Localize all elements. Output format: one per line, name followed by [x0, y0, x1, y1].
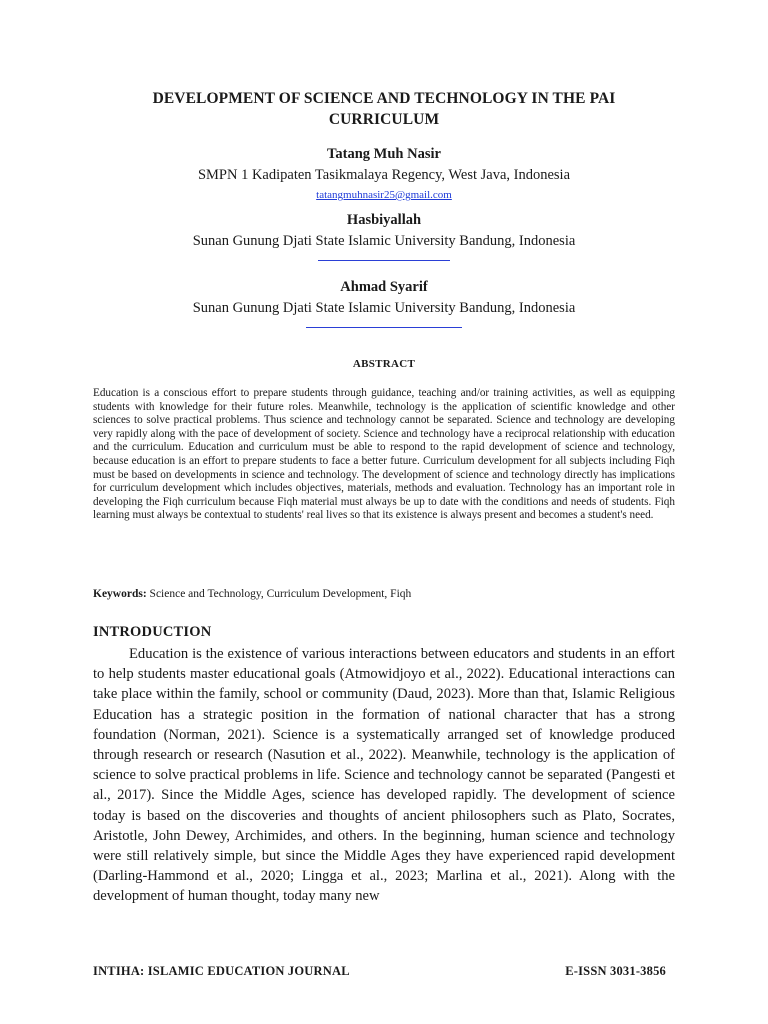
paper-title — [94, 88, 674, 130]
author-name: Tatang Muh Nasir — [327, 146, 441, 162]
abstract-body: Education is a conscious effort to prepare students through guidance, teaching and/or training activities, as well as equipping students with knowledge for their future roles. Meanwhile, technology is the application of scientific knowledge and other sciences to solve practical problems. Thus science and technology cannot be separated. Science and technology are developing very rapidly along with the pace of development of society. Science and technology have a reciprocal relationship with education and the curriculum. Education and curriculum must be able to respond to the rapid development of science and technology, because education is an effort to prepare students to face a better future. Curriculum development for all subjects including Fiqh must be based on developments in science and technology. The development of science and technology directly has implications for curriculum development which includes objectives, materials, methods and evaluation. Technology has an important role in developing the Fiqh curriculum because Fiqh material must always be up to date with the conditions and needs of students. Fiqh learning must always be contextual to students' real lives so that its existence is always present and becomes a student's need. — [93, 387, 675, 522]
introduction-body — [93, 644, 675, 907]
introduction-paragraph: Education is the existence of various interactions between educators and students in an effort to help students master educational goals (Atmowidjoyo et al., 2022). Educational interactions can take place within the family, school or community (Daud, 2023). More than that, Islamic Religious Education has a strategic position in the formation of national character that has a strong foundation (Norman, 2021). Science is a systematically arranged set of knowledge produced through research or research (Nasution et al., 2022). Meanwhile, technology is the application of science to solve practical problems in life. Science and technology cannot be separated (Pangesti et al., 2017). Since the Middle Ages, science has developed rapidly. The development of science today is based on the discoveries and thoughts of ancient philosophers such as Plato, Socrates, Aristotle, John Dewey, Archimides, and others. In the beginning, human science and technology were still relatively simple, but since the Middle Ages they have experienced rapid development (Darling-Hammond et al., 2020; Lingga et al., 2023; Marlina et al., 2021). Along with the development of human thought, today many new — [93, 646, 675, 905]
author-block-2 — [84, 211, 684, 261]
author-email-link[interactable]: tatangmuhnasir25@gmail.com — [316, 189, 452, 201]
author-affiliation: Sunan Gunung Djati State Islamic University Bandung, Indonesia — [192, 300, 576, 316]
author-email-link[interactable] — [306, 327, 462, 328]
author-block-1 — [84, 145, 684, 203]
keywords-line — [93, 587, 675, 601]
paper-title-line-2: CURRICULUM — [328, 111, 440, 128]
author-email-link[interactable] — [318, 260, 450, 261]
keywords-label: Keywords: — [93, 588, 147, 600]
author-name: Ahmad Syarif — [340, 279, 428, 295]
author-name: Hasbiyallah — [346, 212, 422, 228]
abstract-heading: ABSTRACT — [352, 358, 416, 370]
author-affiliation: SMPN 1 Kadipaten Tasikmalaya Regency, West Java, Indonesia — [197, 167, 571, 183]
keywords-value: Science and Technology, Curriculum Development, Fiqh — [149, 588, 412, 600]
paper-title-line-1: DEVELOPMENT OF SCIENCE AND TECHNOLOGY IN THE PAI — [152, 90, 616, 107]
section-heading-introduction: INTRODUCTION — [93, 624, 212, 640]
footer-issn: E-ISSN 3031-3856 — [565, 964, 666, 978]
footer-journal-name: INTIHA: ISLAMIC EDUCATION JOURNAL — [93, 964, 350, 978]
author-block-3 — [84, 278, 684, 328]
author-affiliation: Sunan Gunung Djati State Islamic University Bandung, Indonesia — [192, 233, 576, 249]
